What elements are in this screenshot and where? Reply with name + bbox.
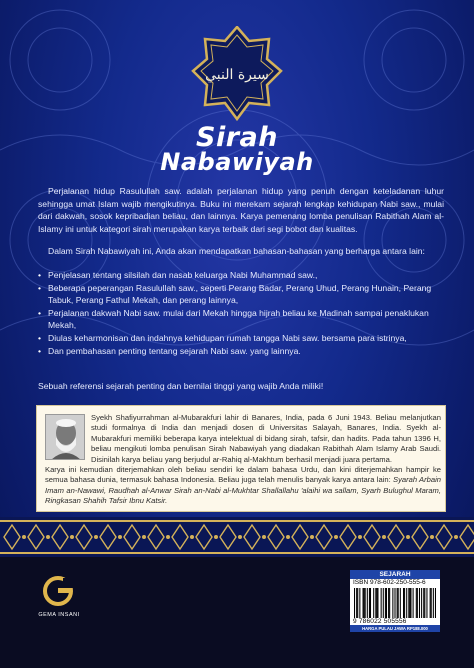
book-title-line2: Nabawiyah: [160, 148, 314, 176]
topics-list: [38, 269, 448, 357]
publisher-logo-icon: [43, 576, 73, 612]
author-bio-top: Syekh Shafiyurrahman al-Mubarakfuri lahir di Banares, India, pada 6 Juni 1943. Beliau melanjutkan studi formalnya di India dan menjadi dosen di Universitas Salayah, Banares, India. Syekh al-Mubarakfuri memiliki beberapa karya intelektual di bidang sirah, tafsir, dan hadits. Pada tahun 1396 H, beliau mengikuti lomba penulisan Sirah Nabawiyah yang diadakan Rabithah Alam Islamy Arab Saudi. Disinilah karya beliau yang berjudul ar-Rahiq al-Makhtum berhasil menjadi juara pertama.: [91, 413, 441, 464]
author-bio-bottom: Karya ini kemudian diterjemahkan oleh beliau sendiri ke dalam bahasa Urdu, dan kini diterjemahkan hampir ke semua bahasa dunia, termasuk bahasa Indonesia. Beliau juga telah menulis banyak karya antara lain: Syarah Arbain Imam an-Nawawi, Raudhah al-Anwar Sirah an-Nabi al-Mukhtar Shallallahu 'alaihi wa sallam, Syarh Bulughul Maram, Ringkasan Shahih Tafsir Ibnu Katsir.: [45, 465, 441, 506]
author-bio-box: [36, 405, 446, 512]
book-title-line1: Sirah: [196, 122, 278, 153]
topic-item: • Penjelasan tentang silsilah dan nasab keluarga Nabi Muhammad saw.,: [38, 269, 448, 282]
isbn-block: [350, 570, 440, 632]
author-portrait: [45, 414, 85, 460]
barcode-number: 9 786022 505556: [353, 618, 407, 625]
topic-item: • Diulas keharmonisan dan indahnya kehidupan rumah tangga Nabi saw. bersama para istrinya,: [38, 332, 448, 345]
category-label: SEJARAH: [350, 570, 440, 579]
calligraphy-text: سيرة النبي: [205, 67, 269, 83]
publisher-name: GEMA INSANI: [38, 612, 80, 618]
synopsis-paragraph-2: Dalam Sirah Nabawiyah ini, Anda akan mendapatkan bahasan-bahasan yang berharga antara lain:: [48, 246, 425, 256]
closing-line: Sebuah referensi sejarah penting dan bernilai tinggi yang wajib Anda miliki!: [38, 381, 324, 391]
ornamental-border: [0, 517, 474, 557]
barcode-icon: [354, 588, 436, 618]
calligraphy-emblem: [191, 26, 283, 132]
synopsis-paragraph-1: Perjalanan hidup Rasulullah saw. adalah perjalanan hidup yang penuh dengan keteladanan luhur sehingga umat Islam wajib mengikutinya. Buku ini merekam sejarah lengkap kehidupan Nabi saw., mulai dari dakwah, sosok kepribadian beliau, dan lainnya. Karya pemenang lomba penulisan Rabithah Alam al-Islamy ini untuk kategori sirah merupakan karya terbaik dari segi bobot dan kualitas.: [38, 186, 444, 234]
topic-item: • Perjalanan dakwah Nabi saw. mulai dari Mekah hingga hijrah beliau ke Madinah sampai penaklukan Mekah,: [38, 307, 448, 332]
topic-item: • Dan pembahasan penting tentang sejarah Nabi saw. yang lainnya.: [38, 345, 448, 358]
author-works: Syarah Arbain Imam an-Nawawi, Raudhah al-Anwar Sirah an-Nabi al-Mukhtar Shallallahu 'alaihi wa sallam, Syarh Bulughul Maram, Ringkasan Shahih Tafsir Ibnu Katsir.: [45, 475, 441, 506]
price-label: HARGA PULAU JAWA RP188.000: [350, 625, 440, 632]
topic-item: • Beberapa peperangan Rasulullah saw., seperti Perang Badar, Perang Uhud, Perang Hunain, Perang Tabuk, Perang Fathul Mekah, dan perang lainnya,: [38, 282, 448, 307]
isbn-text: ISBN 978-602-250-555-6: [353, 579, 426, 586]
